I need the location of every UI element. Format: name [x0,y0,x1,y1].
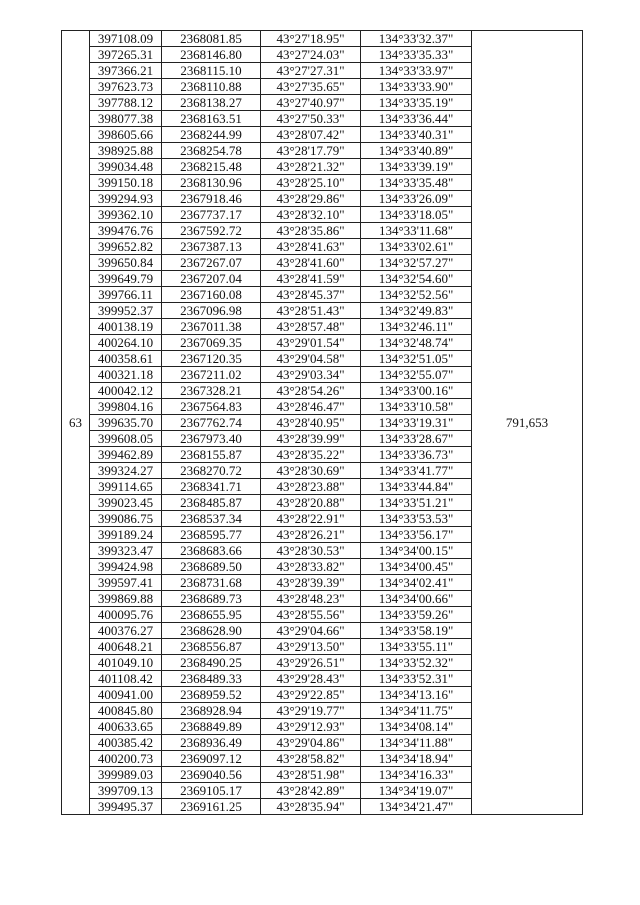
longitude-cell: 134°33'51.21" [361,495,472,511]
x-coordinate-cell: 401049.10 [90,655,162,671]
y-coordinate-cell: 2367160.08 [162,287,261,303]
longitude-cell: 134°32'51.05" [361,351,472,367]
latitude-cell: 43°29'04.58" [261,351,361,367]
x-coordinate-cell: 397623.73 [90,79,162,95]
y-coordinate-cell: 2369097.12 [162,751,261,767]
longitude-cell: 134°34'08.14" [361,719,472,735]
x-coordinate-cell: 399635.70 [90,415,162,431]
latitude-cell: 43°28'58.82" [261,751,361,767]
latitude-cell: 43°29'04.86" [261,735,361,751]
latitude-cell: 43°28'42.89" [261,783,361,799]
y-coordinate-cell: 2368489.33 [162,671,261,687]
latitude-cell: 43°29'12.93" [261,719,361,735]
longitude-cell: 134°34'00.15" [361,543,472,559]
x-coordinate-cell: 397366.21 [90,63,162,79]
x-coordinate-cell: 400941.00 [90,687,162,703]
y-coordinate-cell: 2368081.85 [162,31,261,47]
y-coordinate-cell: 2368270.72 [162,463,261,479]
coordinates-table [61,30,583,815]
y-coordinate-cell: 2368115.10 [162,63,261,79]
latitude-cell: 43°27'24.03" [261,47,361,63]
latitude-cell: 43°28'54.26" [261,383,361,399]
x-coordinate-cell: 399114.65 [90,479,162,495]
y-coordinate-cell: 2368655.95 [162,607,261,623]
y-coordinate-cell: 2368595.77 [162,527,261,543]
latitude-cell: 43°28'30.69" [261,463,361,479]
longitude-cell: 134°33'59.26" [361,607,472,623]
x-coordinate-cell: 399462.89 [90,447,162,463]
latitude-cell: 43°27'40.97" [261,95,361,111]
y-coordinate-cell: 2367592.72 [162,223,261,239]
longitude-cell: 134°33'26.09" [361,191,472,207]
y-coordinate-cell: 2368341.71 [162,479,261,495]
y-coordinate-cell: 2368110.88 [162,79,261,95]
longitude-cell: 134°33'39.19" [361,159,472,175]
longitude-cell: 134°33'32.37" [361,31,472,47]
y-coordinate-cell: 2368849.89 [162,719,261,735]
longitude-cell: 134°32'57.27" [361,255,472,271]
latitude-cell: 43°29'13.50" [261,639,361,655]
latitude-cell: 43°28'20.88" [261,495,361,511]
x-coordinate-cell: 400358.61 [90,351,162,367]
x-coordinate-cell: 399766.11 [90,287,162,303]
y-coordinate-cell: 2367069.35 [162,335,261,351]
latitude-cell: 43°29'26.51" [261,655,361,671]
x-coordinate-cell: 399650.84 [90,255,162,271]
latitude-cell: 43°28'55.56" [261,607,361,623]
coordinates-table-body [62,31,583,815]
latitude-cell: 43°28'30.53" [261,543,361,559]
latitude-cell: 43°28'33.82" [261,559,361,575]
y-coordinate-cell: 2368215.48 [162,159,261,175]
y-coordinate-cell: 2367011.38 [162,319,261,335]
latitude-cell: 43°28'35.22" [261,447,361,463]
longitude-cell: 134°33'00.16" [361,383,472,399]
x-coordinate-cell: 400042.12 [90,383,162,399]
latitude-cell: 43°28'25.10" [261,175,361,191]
longitude-cell: 134°34'19.07" [361,783,472,799]
latitude-cell: 43°28'29.86" [261,191,361,207]
y-coordinate-cell: 2368556.87 [162,639,261,655]
longitude-cell: 134°33'33.90" [361,79,472,95]
y-coordinate-cell: 2368254.78 [162,143,261,159]
longitude-cell: 134°33'41.77" [361,463,472,479]
y-coordinate-cell: 2368959.52 [162,687,261,703]
latitude-cell: 43°29'19.77" [261,703,361,719]
y-coordinate-cell: 2367564.83 [162,399,261,415]
y-coordinate-cell: 2367387.13 [162,239,261,255]
longitude-cell: 134°34'02.41" [361,575,472,591]
x-coordinate-cell: 400321.18 [90,367,162,383]
x-coordinate-cell: 399323.47 [90,543,162,559]
latitude-cell: 43°29'04.66" [261,623,361,639]
x-coordinate-cell: 399424.98 [90,559,162,575]
x-coordinate-cell: 399294.93 [90,191,162,207]
latitude-cell: 43°28'45.37" [261,287,361,303]
longitude-cell: 134°33'10.58" [361,399,472,415]
latitude-cell: 43°27'35.65" [261,79,361,95]
y-coordinate-cell: 2367737.17 [162,207,261,223]
latitude-cell: 43°28'21.32" [261,159,361,175]
latitude-cell: 43°28'32.10" [261,207,361,223]
y-coordinate-cell: 2369040.56 [162,767,261,783]
latitude-cell: 43°27'27.31" [261,63,361,79]
longitude-cell: 134°34'18.94" [361,751,472,767]
x-coordinate-cell: 400633.65 [90,719,162,735]
longitude-cell: 134°33'28.67" [361,431,472,447]
latitude-cell: 43°28'48.23" [261,591,361,607]
longitude-cell: 134°32'46.11" [361,319,472,335]
x-coordinate-cell: 399324.27 [90,463,162,479]
x-coordinate-cell: 400138.19 [90,319,162,335]
y-coordinate-cell: 2369105.17 [162,783,261,799]
y-coordinate-cell: 2368689.50 [162,559,261,575]
longitude-cell: 134°32'49.83" [361,303,472,319]
longitude-cell: 134°34'21.47" [361,799,472,815]
latitude-cell: 43°28'57.48" [261,319,361,335]
x-coordinate-cell: 400376.27 [90,623,162,639]
longitude-cell: 134°32'54.60" [361,271,472,287]
y-coordinate-cell: 2367120.35 [162,351,261,367]
longitude-cell: 134°33'55.11" [361,639,472,655]
longitude-cell: 134°33'44.84" [361,479,472,495]
latitude-cell: 43°29'22.85" [261,687,361,703]
longitude-cell: 134°33'18.05" [361,207,472,223]
latitude-cell: 43°27'50.33" [261,111,361,127]
latitude-cell: 43°29'28.43" [261,671,361,687]
y-coordinate-cell: 2368163.51 [162,111,261,127]
longitude-cell: 134°34'11.75" [361,703,472,719]
longitude-cell: 134°32'48.74" [361,335,472,351]
latitude-cell: 43°28'39.39" [261,575,361,591]
y-coordinate-cell: 2368138.27 [162,95,261,111]
longitude-cell: 134°33'35.48" [361,175,472,191]
x-coordinate-cell: 399709.13 [90,783,162,799]
longitude-cell: 134°34'16.33" [361,767,472,783]
y-coordinate-cell: 2367762.74 [162,415,261,431]
x-coordinate-cell: 399189.24 [90,527,162,543]
longitude-cell: 134°32'52.56" [361,287,472,303]
y-coordinate-cell: 2367096.98 [162,303,261,319]
latitude-cell: 43°29'03.34" [261,367,361,383]
x-coordinate-cell: 397108.09 [90,31,162,47]
longitude-cell: 134°32'55.07" [361,367,472,383]
x-coordinate-cell: 399150.18 [90,175,162,191]
y-coordinate-cell: 2368146.80 [162,47,261,63]
x-coordinate-cell: 400845.80 [90,703,162,719]
longitude-cell: 134°34'00.66" [361,591,472,607]
longitude-cell: 134°33'36.73" [361,447,472,463]
y-coordinate-cell: 2367973.40 [162,431,261,447]
latitude-cell: 43°28'46.47" [261,399,361,415]
y-coordinate-cell: 2368155.87 [162,447,261,463]
latitude-cell: 43°28'35.94" [261,799,361,815]
x-coordinate-cell: 397788.12 [90,95,162,111]
x-coordinate-cell: 400095.76 [90,607,162,623]
y-coordinate-cell: 2368490.25 [162,655,261,671]
latitude-cell: 43°28'41.59" [261,271,361,287]
x-coordinate-cell: 400200.73 [90,751,162,767]
x-coordinate-cell: 399652.82 [90,239,162,255]
y-coordinate-cell: 2367328.21 [162,383,261,399]
table-row [62,31,583,47]
x-coordinate-cell: 399086.75 [90,511,162,527]
y-coordinate-cell: 2368928.94 [162,703,261,719]
x-coordinate-cell: 399869.88 [90,591,162,607]
x-coordinate-cell: 400264.10 [90,335,162,351]
latitude-cell: 43°28'35.86" [261,223,361,239]
longitude-cell: 134°33'36.44" [361,111,472,127]
x-coordinate-cell: 398925.88 [90,143,162,159]
longitude-cell: 134°33'40.31" [361,127,472,143]
x-coordinate-cell: 399476.76 [90,223,162,239]
x-coordinate-cell: 399989.03 [90,767,162,783]
longitude-cell: 134°34'11.88" [361,735,472,751]
latitude-cell: 43°28'23.88" [261,479,361,495]
x-coordinate-cell: 399597.41 [90,575,162,591]
x-coordinate-cell: 399034.48 [90,159,162,175]
x-coordinate-cell: 398605.66 [90,127,162,143]
y-coordinate-cell: 2368130.96 [162,175,261,191]
area-cell: 791,653 [472,31,583,815]
x-coordinate-cell: 399952.37 [90,303,162,319]
latitude-cell: 43°28'41.63" [261,239,361,255]
latitude-cell: 43°28'40.95" [261,415,361,431]
latitude-cell: 43°28'17.79" [261,143,361,159]
longitude-cell: 134°34'13.16" [361,687,472,703]
longitude-cell: 134°33'35.33" [361,47,472,63]
y-coordinate-cell: 2368731.68 [162,575,261,591]
longitude-cell: 134°33'02.61" [361,239,472,255]
longitude-cell: 134°33'33.97" [361,63,472,79]
longitude-cell: 134°33'52.32" [361,655,472,671]
x-coordinate-cell: 400385.42 [90,735,162,751]
latitude-cell: 43°29'01.54" [261,335,361,351]
longitude-cell: 134°33'58.19" [361,623,472,639]
longitude-cell: 134°33'40.89" [361,143,472,159]
y-coordinate-cell: 2368628.90 [162,623,261,639]
x-coordinate-cell: 399362.10 [90,207,162,223]
latitude-cell: 43°28'39.99" [261,431,361,447]
latitude-cell: 43°28'51.43" [261,303,361,319]
x-coordinate-cell: 399804.16 [90,399,162,415]
y-coordinate-cell: 2367207.04 [162,271,261,287]
y-coordinate-cell: 2368244.99 [162,127,261,143]
latitude-cell: 43°28'51.98" [261,767,361,783]
latitude-cell: 43°28'22.91" [261,511,361,527]
x-coordinate-cell: 399023.45 [90,495,162,511]
longitude-cell: 134°33'35.19" [361,95,472,111]
y-coordinate-cell: 2367918.46 [162,191,261,207]
longitude-cell: 134°33'19.31" [361,415,472,431]
y-coordinate-cell: 2368683.66 [162,543,261,559]
y-coordinate-cell: 2367211.02 [162,367,261,383]
plot-number-cell: 63 [62,31,90,815]
x-coordinate-cell: 399608.05 [90,431,162,447]
y-coordinate-cell: 2368689.73 [162,591,261,607]
y-coordinate-cell: 2368936.49 [162,735,261,751]
x-coordinate-cell: 399649.79 [90,271,162,287]
latitude-cell: 43°28'07.42" [261,127,361,143]
longitude-cell: 134°34'00.45" [361,559,472,575]
x-coordinate-cell: 397265.31 [90,47,162,63]
x-coordinate-cell: 399495.37 [90,799,162,815]
x-coordinate-cell: 401108.42 [90,671,162,687]
latitude-cell: 43°28'26.21" [261,527,361,543]
y-coordinate-cell: 2369161.25 [162,799,261,815]
y-coordinate-cell: 2368485.87 [162,495,261,511]
longitude-cell: 134°33'56.17" [361,527,472,543]
longitude-cell: 134°33'53.53" [361,511,472,527]
longitude-cell: 134°33'52.31" [361,671,472,687]
latitude-cell: 43°27'18.95" [261,31,361,47]
x-coordinate-cell: 398077.38 [90,111,162,127]
y-coordinate-cell: 2368537.34 [162,511,261,527]
x-coordinate-cell: 400648.21 [90,639,162,655]
longitude-cell: 134°33'11.68" [361,223,472,239]
latitude-cell: 43°28'41.60" [261,255,361,271]
y-coordinate-cell: 2367267.07 [162,255,261,271]
